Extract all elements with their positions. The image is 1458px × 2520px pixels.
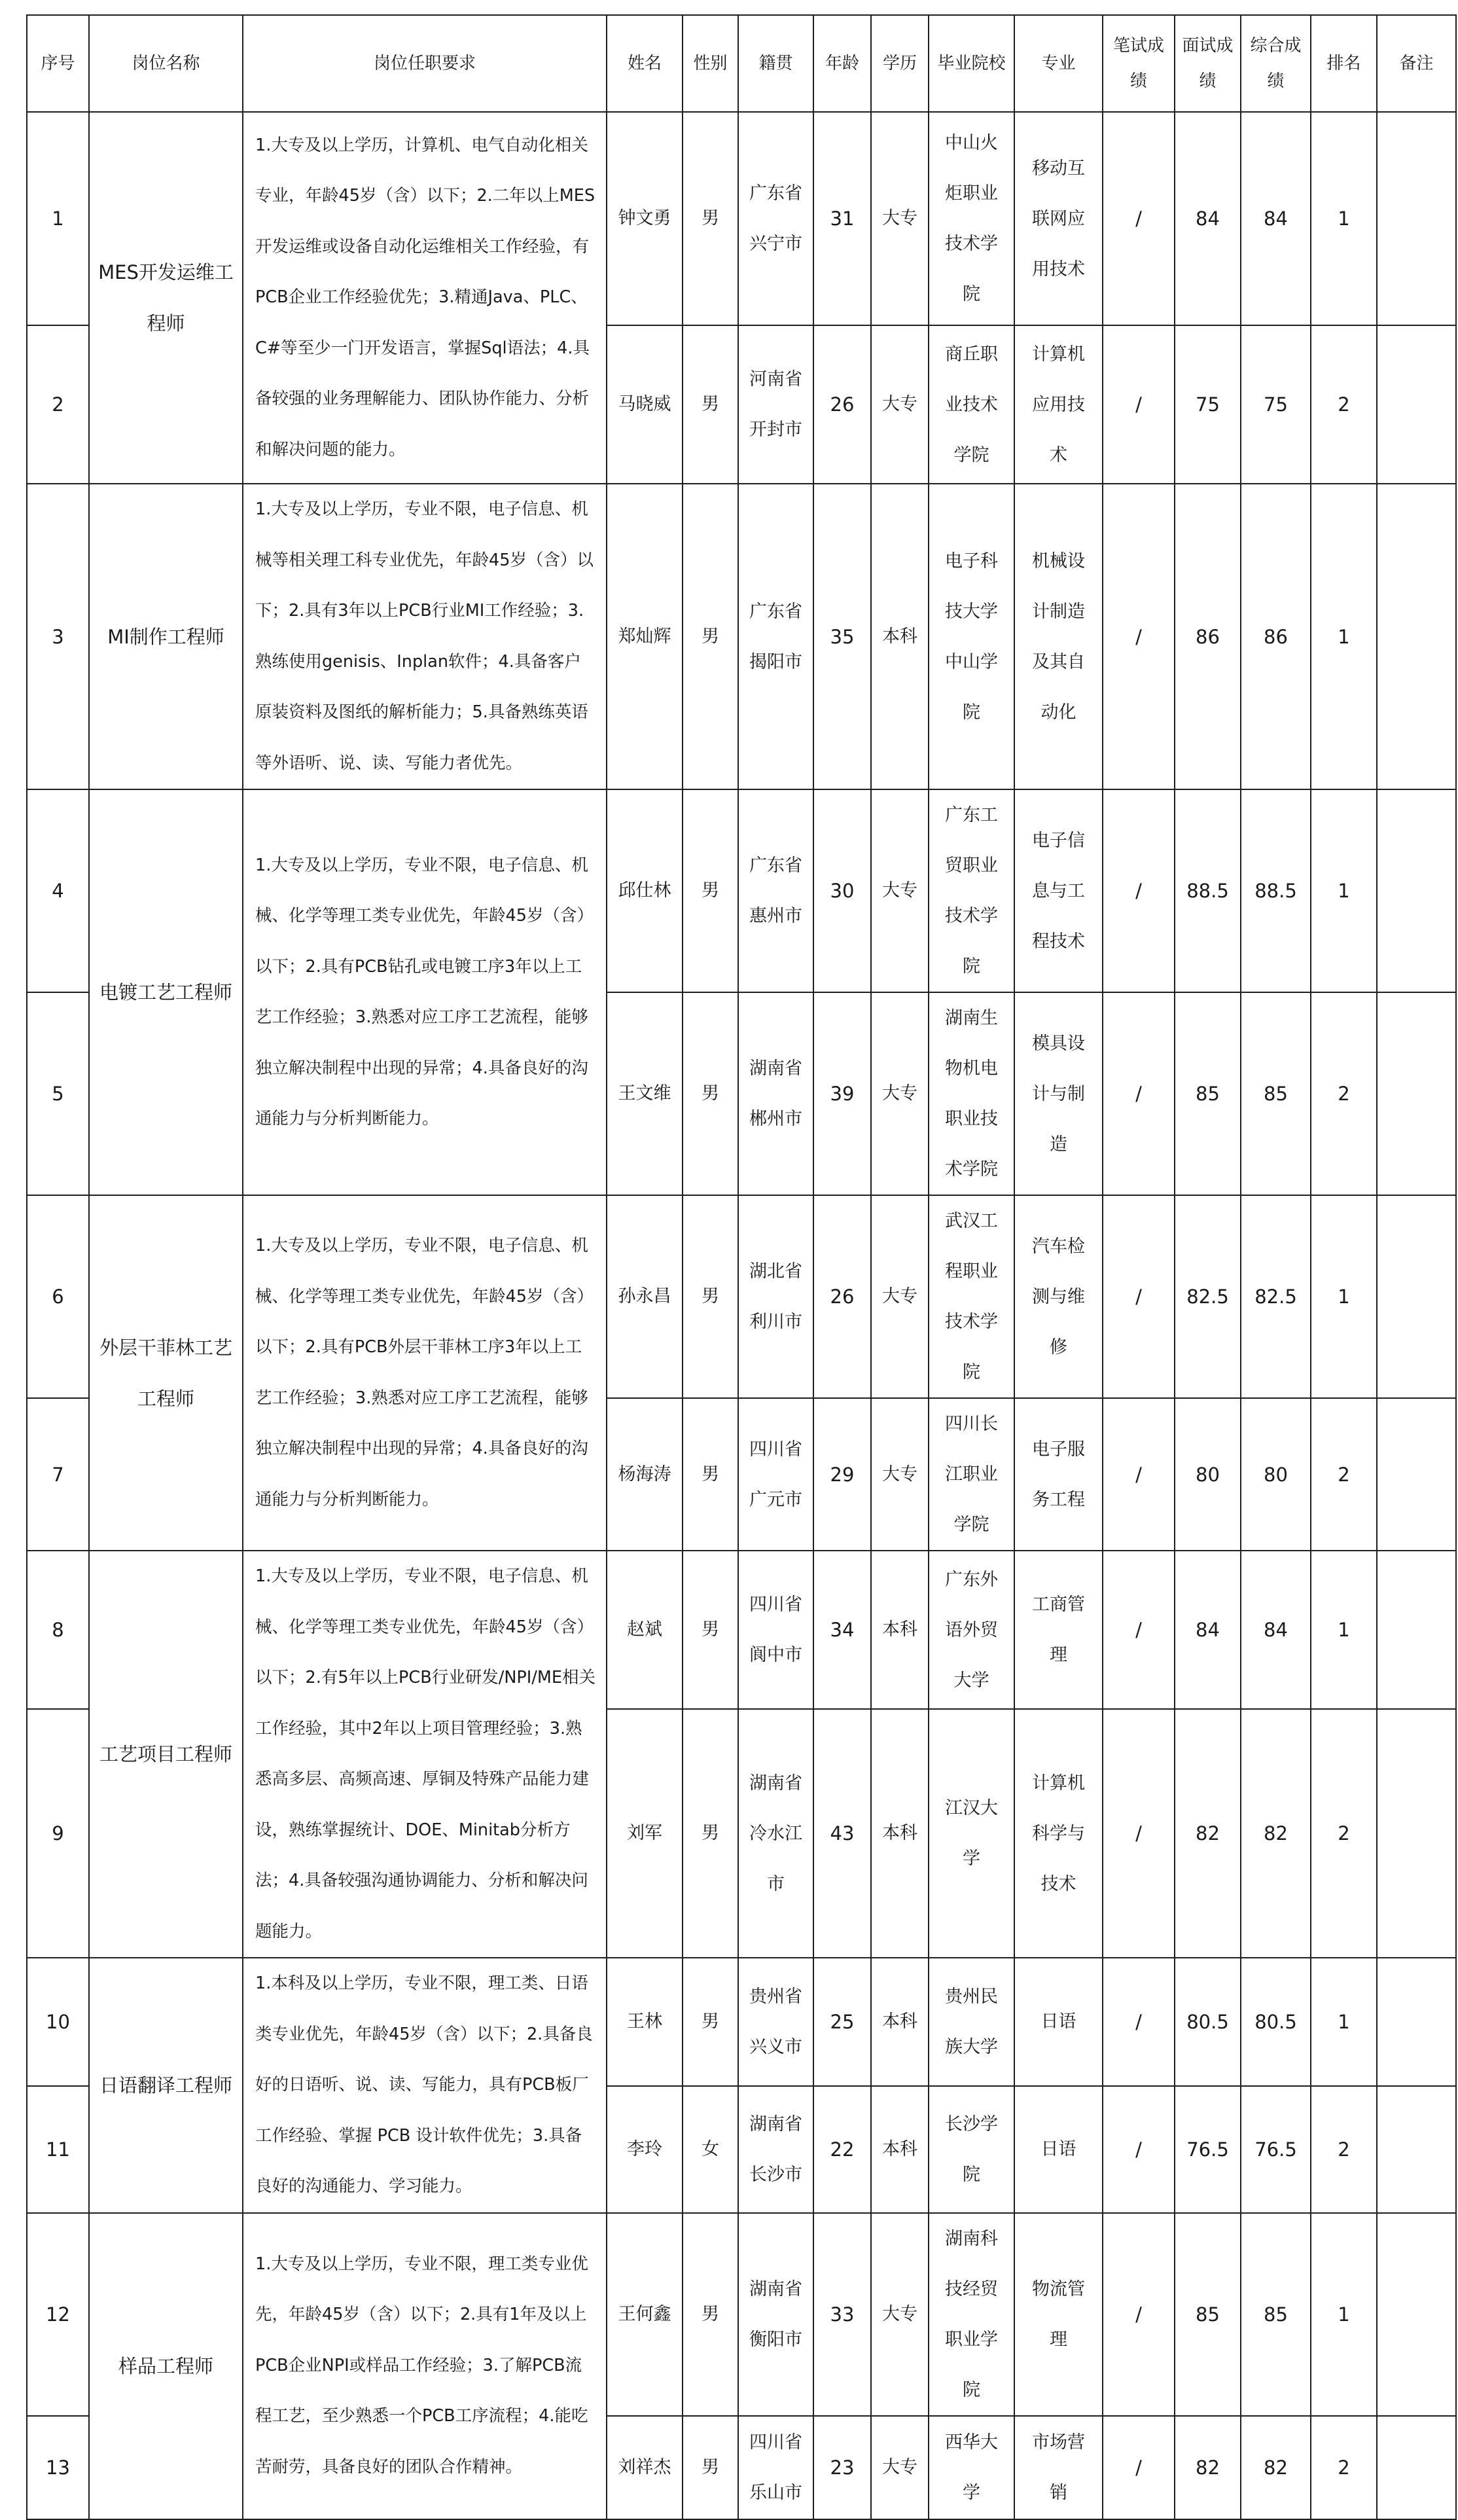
cell-name: 刘军 (607, 1709, 683, 1958)
cell-name: 赵斌 (607, 1551, 683, 1709)
header-interview: 面试成绩 (1175, 15, 1241, 112)
cell-total: 86 (1241, 484, 1311, 789)
header-gender: 性别 (683, 15, 738, 112)
cell-major: 电子信息与工程技术 (1014, 789, 1103, 992)
cell-origin: 湖南省衡阳市 (738, 2213, 813, 2416)
cell-origin: 四川省乐山市 (738, 2416, 813, 2519)
header-position: 岗位名称 (89, 15, 243, 112)
cell-school: 电子科技大学中山学院 (929, 484, 1014, 789)
cell-major: 电子服务工程 (1014, 1398, 1103, 1551)
cell-gender: 男 (683, 1551, 738, 1709)
cell-interview: 82 (1175, 2416, 1241, 2519)
cell-interview: 82 (1175, 1709, 1241, 1958)
cell-name: 王文维 (607, 992, 683, 1195)
cell-education: 大专 (871, 112, 929, 325)
cell-school: 商丘职业技术学院 (929, 325, 1014, 484)
cell-school: 湖南科技经贸职业学院 (929, 2213, 1014, 2416)
cell-total: 85 (1241, 992, 1311, 1195)
cell-written: / (1103, 992, 1175, 1195)
cell-age: 22 (813, 2086, 871, 2213)
cell-education: 大专 (871, 1398, 929, 1551)
cell-requirements: 1.大专及以上学历，专业不限，电子信息、机械、化学等理工类专业优先，年龄45岁（含）以下；2.具有PCB钻孔或电镀工序3年以上工艺工作经验；3.熟悉对应工序工艺流程，能够独立解决制程中出现的异常；4.具备良好的沟通能力与分析判断能力。 (243, 789, 607, 1195)
cell-origin: 广东省兴宁市 (738, 112, 813, 325)
cell-position: MI制作工程师 (89, 484, 243, 789)
cell-education: 本科 (871, 1709, 929, 1958)
cell-origin: 湖南省郴州市 (738, 992, 813, 1195)
cell-rank: 2 (1311, 2086, 1377, 2213)
cell-education: 大专 (871, 1195, 929, 1398)
cell-origin: 贵州省兴义市 (738, 1958, 813, 2086)
cell-school: 西华大学 (929, 2416, 1014, 2519)
cell-position: 工艺项目工程师 (89, 1551, 243, 1958)
cell-gender: 男 (683, 992, 738, 1195)
table-row (27, 112, 1456, 325)
cell-total: 82.5 (1241, 1195, 1311, 1398)
cell-remark (1377, 1398, 1456, 1551)
cell-rank: 1 (1311, 484, 1377, 789)
cell-written: / (1103, 112, 1175, 325)
cell-age: 35 (813, 484, 871, 789)
cell-age: 31 (813, 112, 871, 325)
cell-major: 模具设计与制造 (1014, 992, 1103, 1195)
cell-remark (1377, 2086, 1456, 2213)
cell-remark (1377, 1551, 1456, 1709)
cell-school: 江汉大学 (929, 1709, 1014, 1958)
cell-gender: 男 (683, 1398, 738, 1551)
cell-gender: 女 (683, 2086, 738, 2213)
cell-rank: 2 (1311, 992, 1377, 1195)
cell-remark (1377, 112, 1456, 325)
cell-gender: 男 (683, 1958, 738, 2086)
cell-gender: 男 (683, 112, 738, 325)
cell-interview: 88.5 (1175, 789, 1241, 992)
cell-interview: 86 (1175, 484, 1241, 789)
cell-origin: 河南省开封市 (738, 325, 813, 484)
cell-remark (1377, 484, 1456, 789)
cell-rank: 1 (1311, 789, 1377, 992)
cell-seq: 9 (27, 1709, 89, 1958)
cell-written: / (1103, 1398, 1175, 1551)
cell-seq: 8 (27, 1551, 89, 1709)
cell-school: 贵州民族大学 (929, 1958, 1014, 2086)
cell-total: 80 (1241, 1398, 1311, 1551)
cell-name: 马晓威 (607, 325, 683, 484)
cell-age: 26 (813, 325, 871, 484)
cell-major: 工商管理 (1014, 1551, 1103, 1709)
cell-written: / (1103, 1551, 1175, 1709)
cell-origin: 广东省惠州市 (738, 789, 813, 992)
header-requirements: 岗位任职要求 (243, 15, 607, 112)
cell-education: 本科 (871, 2086, 929, 2213)
cell-education: 大专 (871, 2213, 929, 2416)
cell-total: 84 (1241, 112, 1311, 325)
cell-rank: 2 (1311, 2416, 1377, 2519)
cell-position: 样品工程师 (89, 2213, 243, 2519)
cell-age: 26 (813, 1195, 871, 1398)
header-total: 综合成绩 (1241, 15, 1311, 112)
cell-origin: 四川省阆中市 (738, 1551, 813, 1709)
cell-education: 大专 (871, 789, 929, 992)
cell-education: 大专 (871, 2416, 929, 2519)
cell-origin: 湖北省利川市 (738, 1195, 813, 1398)
cell-gender: 男 (683, 484, 738, 789)
cell-name: 刘祥杰 (607, 2416, 683, 2519)
header-seq: 序号 (27, 15, 89, 112)
cell-written: / (1103, 2213, 1175, 2416)
cell-education: 大专 (871, 992, 929, 1195)
cell-rank: 1 (1311, 2213, 1377, 2416)
cell-name: 邱仕林 (607, 789, 683, 992)
cell-written: / (1103, 1709, 1175, 1958)
cell-major: 移动互联网应用技术 (1014, 112, 1103, 325)
cell-position: 电镀工艺工程师 (89, 789, 243, 1195)
cell-remark (1377, 1709, 1456, 1958)
cell-total: 88.5 (1241, 789, 1311, 992)
cell-written: / (1103, 2086, 1175, 2213)
cell-age: 33 (813, 2213, 871, 2416)
cell-seq: 12 (27, 2213, 89, 2416)
cell-total: 84 (1241, 1551, 1311, 1709)
cell-major: 计算机科学与技术 (1014, 1709, 1103, 1958)
cell-position: MES开发运维工程师 (89, 112, 243, 484)
cell-rank: 2 (1311, 325, 1377, 484)
cell-rank: 2 (1311, 1398, 1377, 1551)
cell-seq: 6 (27, 1195, 89, 1398)
cell-education: 本科 (871, 1958, 929, 2086)
cell-seq: 3 (27, 484, 89, 789)
header-major: 专业 (1014, 15, 1103, 112)
table-row (27, 2213, 1456, 2416)
table-body (27, 112, 1456, 2519)
cell-seq: 5 (27, 992, 89, 1195)
cell-major: 计算机应用技术 (1014, 325, 1103, 484)
cell-total: 80.5 (1241, 1958, 1311, 2086)
table-row (27, 1195, 1456, 1398)
cell-interview: 85 (1175, 2213, 1241, 2416)
cell-age: 25 (813, 1958, 871, 2086)
header-name: 姓名 (607, 15, 683, 112)
cell-seq: 11 (27, 2086, 89, 2213)
cell-rank: 1 (1311, 1551, 1377, 1709)
cell-remark (1377, 1195, 1456, 1398)
cell-seq: 2 (27, 325, 89, 484)
cell-major: 物流管理 (1014, 2213, 1103, 2416)
cell-seq: 4 (27, 789, 89, 992)
cell-school: 四川长江职业学院 (929, 1398, 1014, 1551)
cell-name: 王何鑫 (607, 2213, 683, 2416)
cell-seq: 13 (27, 2416, 89, 2519)
table-row (27, 484, 1456, 789)
cell-major: 日语 (1014, 1958, 1103, 2086)
cell-name: 孙永昌 (607, 1195, 683, 1398)
cell-gender: 男 (683, 2416, 738, 2519)
cell-requirements: 1.大专及以上学历，计算机、电气自动化相关专业，年龄45岁（含）以下；2.二年以上MES开发运维或设备自动化运维相关工作经验，有PCB企业工作经验优先；3.精通Java、PLC、C#等至少一门开发语言，掌握Sql语法；4.具备较强的业务理解能力、团队协作能力、分析和解决问题的能力。 (243, 112, 607, 484)
cell-interview: 84 (1175, 1551, 1241, 1709)
cell-name: 李玲 (607, 2086, 683, 2213)
cell-major: 市场营销 (1014, 2416, 1103, 2519)
cell-rank: 1 (1311, 1195, 1377, 1398)
cell-gender: 男 (683, 2213, 738, 2416)
cell-total: 82 (1241, 1709, 1311, 1958)
table-row (27, 789, 1456, 992)
cell-gender: 男 (683, 325, 738, 484)
cell-total: 75 (1241, 325, 1311, 484)
header-remark: 备注 (1377, 15, 1456, 112)
cell-education: 大专 (871, 325, 929, 484)
cell-remark (1377, 992, 1456, 1195)
cell-gender: 男 (683, 1195, 738, 1398)
cell-name: 王林 (607, 1958, 683, 2086)
table-row (27, 1551, 1456, 1709)
cell-requirements: 1.大专及以上学历，专业不限，电子信息、机械、化学等理工类专业优先，年龄45岁（含）以下；2.具有PCB外层干菲林工序3年以上工艺工作经验；3.熟悉对应工序工艺流程，能够独立解决制程中出现的异常；4.具备良好的沟通能力与分析判断能力。 (243, 1195, 607, 1551)
cell-requirements: 1.本科及以上学历，专业不限，理工类、日语类专业优先，年龄45岁（含）以下；2.具备良好的日语听、说、读、写能力，具有PCB板厂工作经验、掌握 PCB 设计软件优先；3.具备良好的沟通能力、学习能力。 (243, 1958, 607, 2213)
cell-age: 39 (813, 992, 871, 1195)
cell-rank: 2 (1311, 1709, 1377, 1958)
cell-education: 本科 (871, 1551, 929, 1709)
cell-remark (1377, 325, 1456, 484)
cell-age: 43 (813, 1709, 871, 1958)
cell-interview: 75 (1175, 325, 1241, 484)
cell-age: 29 (813, 1398, 871, 1551)
cell-interview: 76.5 (1175, 2086, 1241, 2213)
cell-written: / (1103, 325, 1175, 484)
cell-written: / (1103, 789, 1175, 992)
cell-education: 本科 (871, 484, 929, 789)
cell-rank: 1 (1311, 1958, 1377, 2086)
cell-school: 广东外语外贸大学 (929, 1551, 1014, 1709)
cell-remark (1377, 1958, 1456, 2086)
cell-total: 82 (1241, 2416, 1311, 2519)
cell-interview: 82.5 (1175, 1195, 1241, 1398)
cell-total: 76.5 (1241, 2086, 1311, 2213)
cell-interview: 84 (1175, 112, 1241, 325)
header-row (27, 15, 1456, 112)
results-table (26, 14, 1457, 2520)
cell-position: 外层干菲林工艺工程师 (89, 1195, 243, 1551)
cell-school: 中山火炬职业技术学院 (929, 112, 1014, 325)
cell-interview: 80 (1175, 1398, 1241, 1551)
cell-interview: 80.5 (1175, 1958, 1241, 2086)
cell-seq: 1 (27, 112, 89, 325)
header-rank: 排名 (1311, 15, 1377, 112)
header-age: 年龄 (813, 15, 871, 112)
cell-origin: 广东省揭阳市 (738, 484, 813, 789)
cell-gender: 男 (683, 1709, 738, 1958)
cell-age: 30 (813, 789, 871, 992)
cell-major: 机械设计制造及其自动化 (1014, 484, 1103, 789)
cell-age: 34 (813, 1551, 871, 1709)
cell-requirements: 1.大专及以上学历，专业不限，理工类专业优先，年龄45岁（含）以下；2.具有1年及以上PCB企业NPI或样品工作经验；3.了解PCB流程工艺，至少熟悉一个PCB工序流程；4.能吃苦耐劳，具备良好的团队合作精神。 (243, 2213, 607, 2519)
header-education: 学历 (871, 15, 929, 112)
cell-remark (1377, 2416, 1456, 2519)
cell-major: 日语 (1014, 2086, 1103, 2213)
cell-written: / (1103, 1958, 1175, 2086)
cell-name: 杨海涛 (607, 1398, 683, 1551)
cell-position: 日语翻译工程师 (89, 1958, 243, 2213)
header-origin: 籍贯 (738, 15, 813, 112)
cell-origin: 湖南省长沙市 (738, 2086, 813, 2213)
cell-school: 武汉工程职业技术学院 (929, 1195, 1014, 1398)
cell-school: 广东工贸职业技术学院 (929, 789, 1014, 992)
cell-written: / (1103, 2416, 1175, 2519)
table-row (27, 1958, 1456, 2086)
cell-name: 郑灿辉 (607, 484, 683, 789)
cell-total: 85 (1241, 2213, 1311, 2416)
cell-written: / (1103, 1195, 1175, 1398)
header-written: 笔试成绩 (1103, 15, 1175, 112)
cell-seq: 7 (27, 1398, 89, 1551)
cell-requirements: 1.大专及以上学历，专业不限，电子信息、机械、化学等理工类专业优先，年龄45岁（含）以下；2.有5年以上PCB行业研发/NPI/ME相关工作经验，其中2年以上项目管理经验；3.熟悉高多层、高频高速、厚铜及特殊产品能力建设，熟练掌握统计、DOE、Minitab分析方法；4.具备较强沟通协调能力、分析和解决问题能力。 (243, 1551, 607, 1958)
cell-age: 23 (813, 2416, 871, 2519)
cell-written: / (1103, 484, 1175, 789)
cell-gender: 男 (683, 789, 738, 992)
header-school: 毕业院校 (929, 15, 1014, 112)
cell-school: 长沙学院 (929, 2086, 1014, 2213)
cell-origin: 四川省广元市 (738, 1398, 813, 1551)
cell-name: 钟文勇 (607, 112, 683, 325)
cell-remark (1377, 2213, 1456, 2416)
cell-school: 湖南生物机电职业技术学院 (929, 992, 1014, 1195)
cell-remark (1377, 789, 1456, 992)
cell-requirements: 1.大专及以上学历，专业不限，电子信息、机械等相关理工科专业优先，年龄45岁（含）以下；2.具有3年以上PCB行业MI工作经验；3.熟练使用genisis、Inplan软件；4.具备客户原装资料及图纸的解析能力；5.具备熟练英语等外语听、说、读、写能力者优先。 (243, 484, 607, 789)
cell-interview: 85 (1175, 992, 1241, 1195)
cell-seq: 10 (27, 1958, 89, 2086)
cell-major: 汽车检测与维修 (1014, 1195, 1103, 1398)
cell-origin: 湖南省冷水江市 (738, 1709, 813, 1958)
cell-rank: 1 (1311, 112, 1377, 325)
